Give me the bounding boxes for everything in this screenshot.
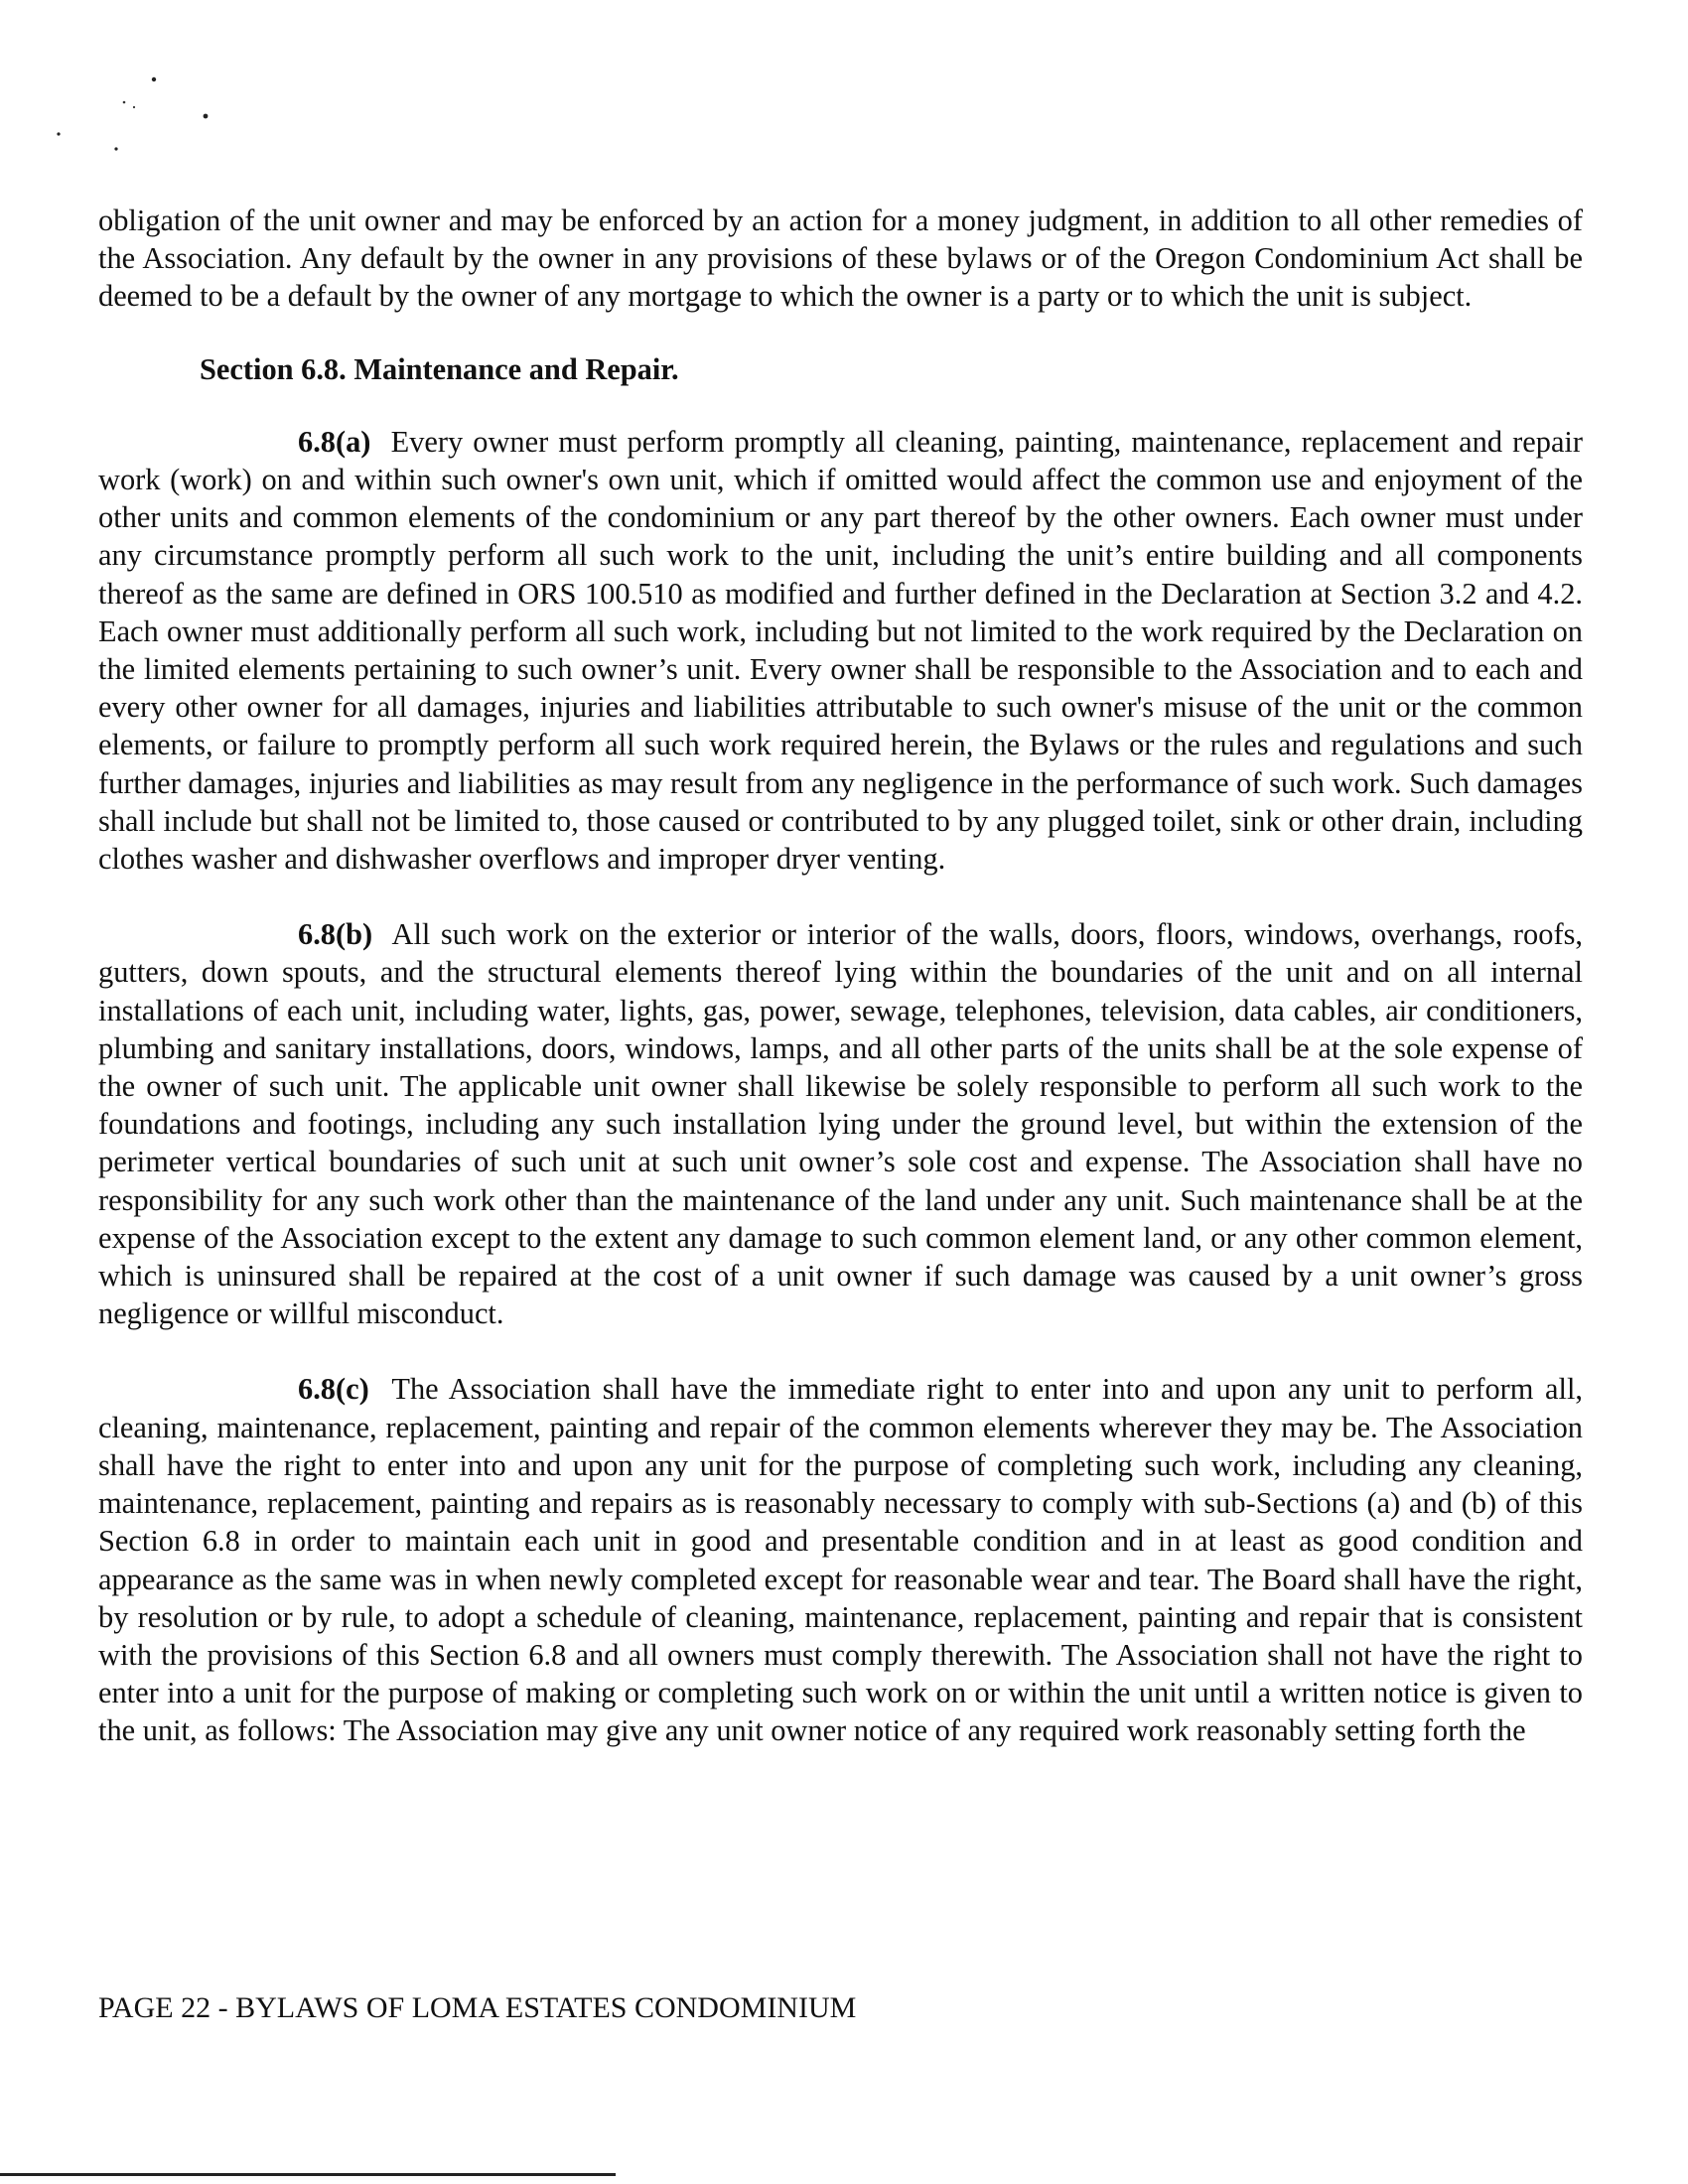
subsection-text: The Association shall have the immediate right to enter into and upon any unit to perform all, cleaning, maintenance, replacement, painting and repair of the common elements wherever they may be. The Association shall have the right to enter into and upon any unit for the purpose of completing such work, including any cleaning, maintenance, replacement, painting and repairs as is reasonably necessary to comply with sub-Sections (a) and (b) of this Section 6.8 in order to maintain each unit in good and presentable condition and in at least as good condition and appearance as the same was in when newly completed except for reasonable wear and tear. The Board shall have the right, by resolution or by rule, to adopt a schedule of cleaning, maintenance, replacement, painting and repair that is consistent with the provisions of this Section 6.8 and all owners must comply therewith. The Association shall not have the right to enter into a unit for the purpose of making or completing such work on or within the unit until a written notice is given to the unit, as follows: The Association may give any unit owner notice of any required work reasonably setting forth the <box>98 1372 1583 1748</box>
section-heading: Section 6.8. Maintenance and Repair. <box>200 351 679 386</box>
subsection-6-8-b <box>98 915 1583 1332</box>
subsection-label: 6.8(b) <box>298 917 373 952</box>
subsection-6-8-a <box>98 423 1583 878</box>
subsection-text: All such work on the exterior or interior of the walls, doors, floors, windows, overhangs, roofs, gutters, down spouts, and the structural elements thereof lying within the boundaries of the unit and on all internal installations of each unit, including water, lights, gas, power, sewage, telephones, television, data cables, air conditioners, plumbing and sanitary installations, doors, windows, lamps, and all other parts of the units shall be at the sole expense of the owner of such unit. The applicable unit owner shall likewise be solely responsible to perform all such work to the foundations and footings, including any such installation lying under the ground level, but within the extension of the perimeter vertical boundaries of such unit at such unit owner’s sole cost and expense. The Association shall have no responsibility for any such work other than the maintenance of the land under any unit. Such maintenance shall be at the expense of the Association except to the extent any damage to such common element land, or any other common element, which is uninsured shall be repaired at the cost of a unit owner if such damage was caused by a unit owner’s gross negligence or willful misconduct. <box>98 917 1583 1331</box>
page-footer: PAGE 22 - BYLAWS OF LOMA ESTATES CONDOMINIUM <box>98 1991 857 2024</box>
subsection-text: Every owner must perform promptly all cleaning, painting, maintenance, replacement and repair work (work) on and within such owner's own unit, which if omitted would affect the common use and enjoyment of the other units and common elements of the condominium or any part thereof by the other owners. Each owner must under any circumstance promptly perform all such work to the unit, including the unit’s entire building and all components thereof as the same are defined in ORS 100.510 as modified and further defined in the Declaration at Section 3.2 and 4.2. Each owner must additionally perform all such work, including but not limited to the work required by the Declaration on the limited elements pertaining to such owner’s unit. Every owner shall be responsible to the Association and to each and every other owner for all damages, injuries and liabilities attributable to such owner's misuse of the unit or the common elements, or failure to promptly perform all such work required herein, the Bylaws or the rules and regulations and such further damages, injuries and liabilities as may result from any negligence in the performance of such work. Such damages shall include but shall not be limited to, those caused or contributed to by any plugged toilet, sink or other drain, including clothes washer and dishwasher overflows and improper dryer venting. <box>98 424 1583 877</box>
subsection-6-8-c <box>98 1370 1583 1749</box>
subsection-label: 6.8(a) <box>298 424 371 459</box>
opening-paragraph: obligation of the unit owner and may be enforced by an action for a money judgment, in addition to all other remedies of the Association. Any default by the owner in any provisions of these bylaws or of the Oregon Condominium Act shall be deemed to be a default by the owner of any mortgage to which the owner is a party or to which the unit is subject. <box>98 204 1583 314</box>
subsection-label: 6.8(c) <box>298 1372 369 1407</box>
document-body <box>98 202 1583 1788</box>
scan-specks-icon <box>55 74 223 164</box>
bottom-divider <box>0 2173 616 2176</box>
